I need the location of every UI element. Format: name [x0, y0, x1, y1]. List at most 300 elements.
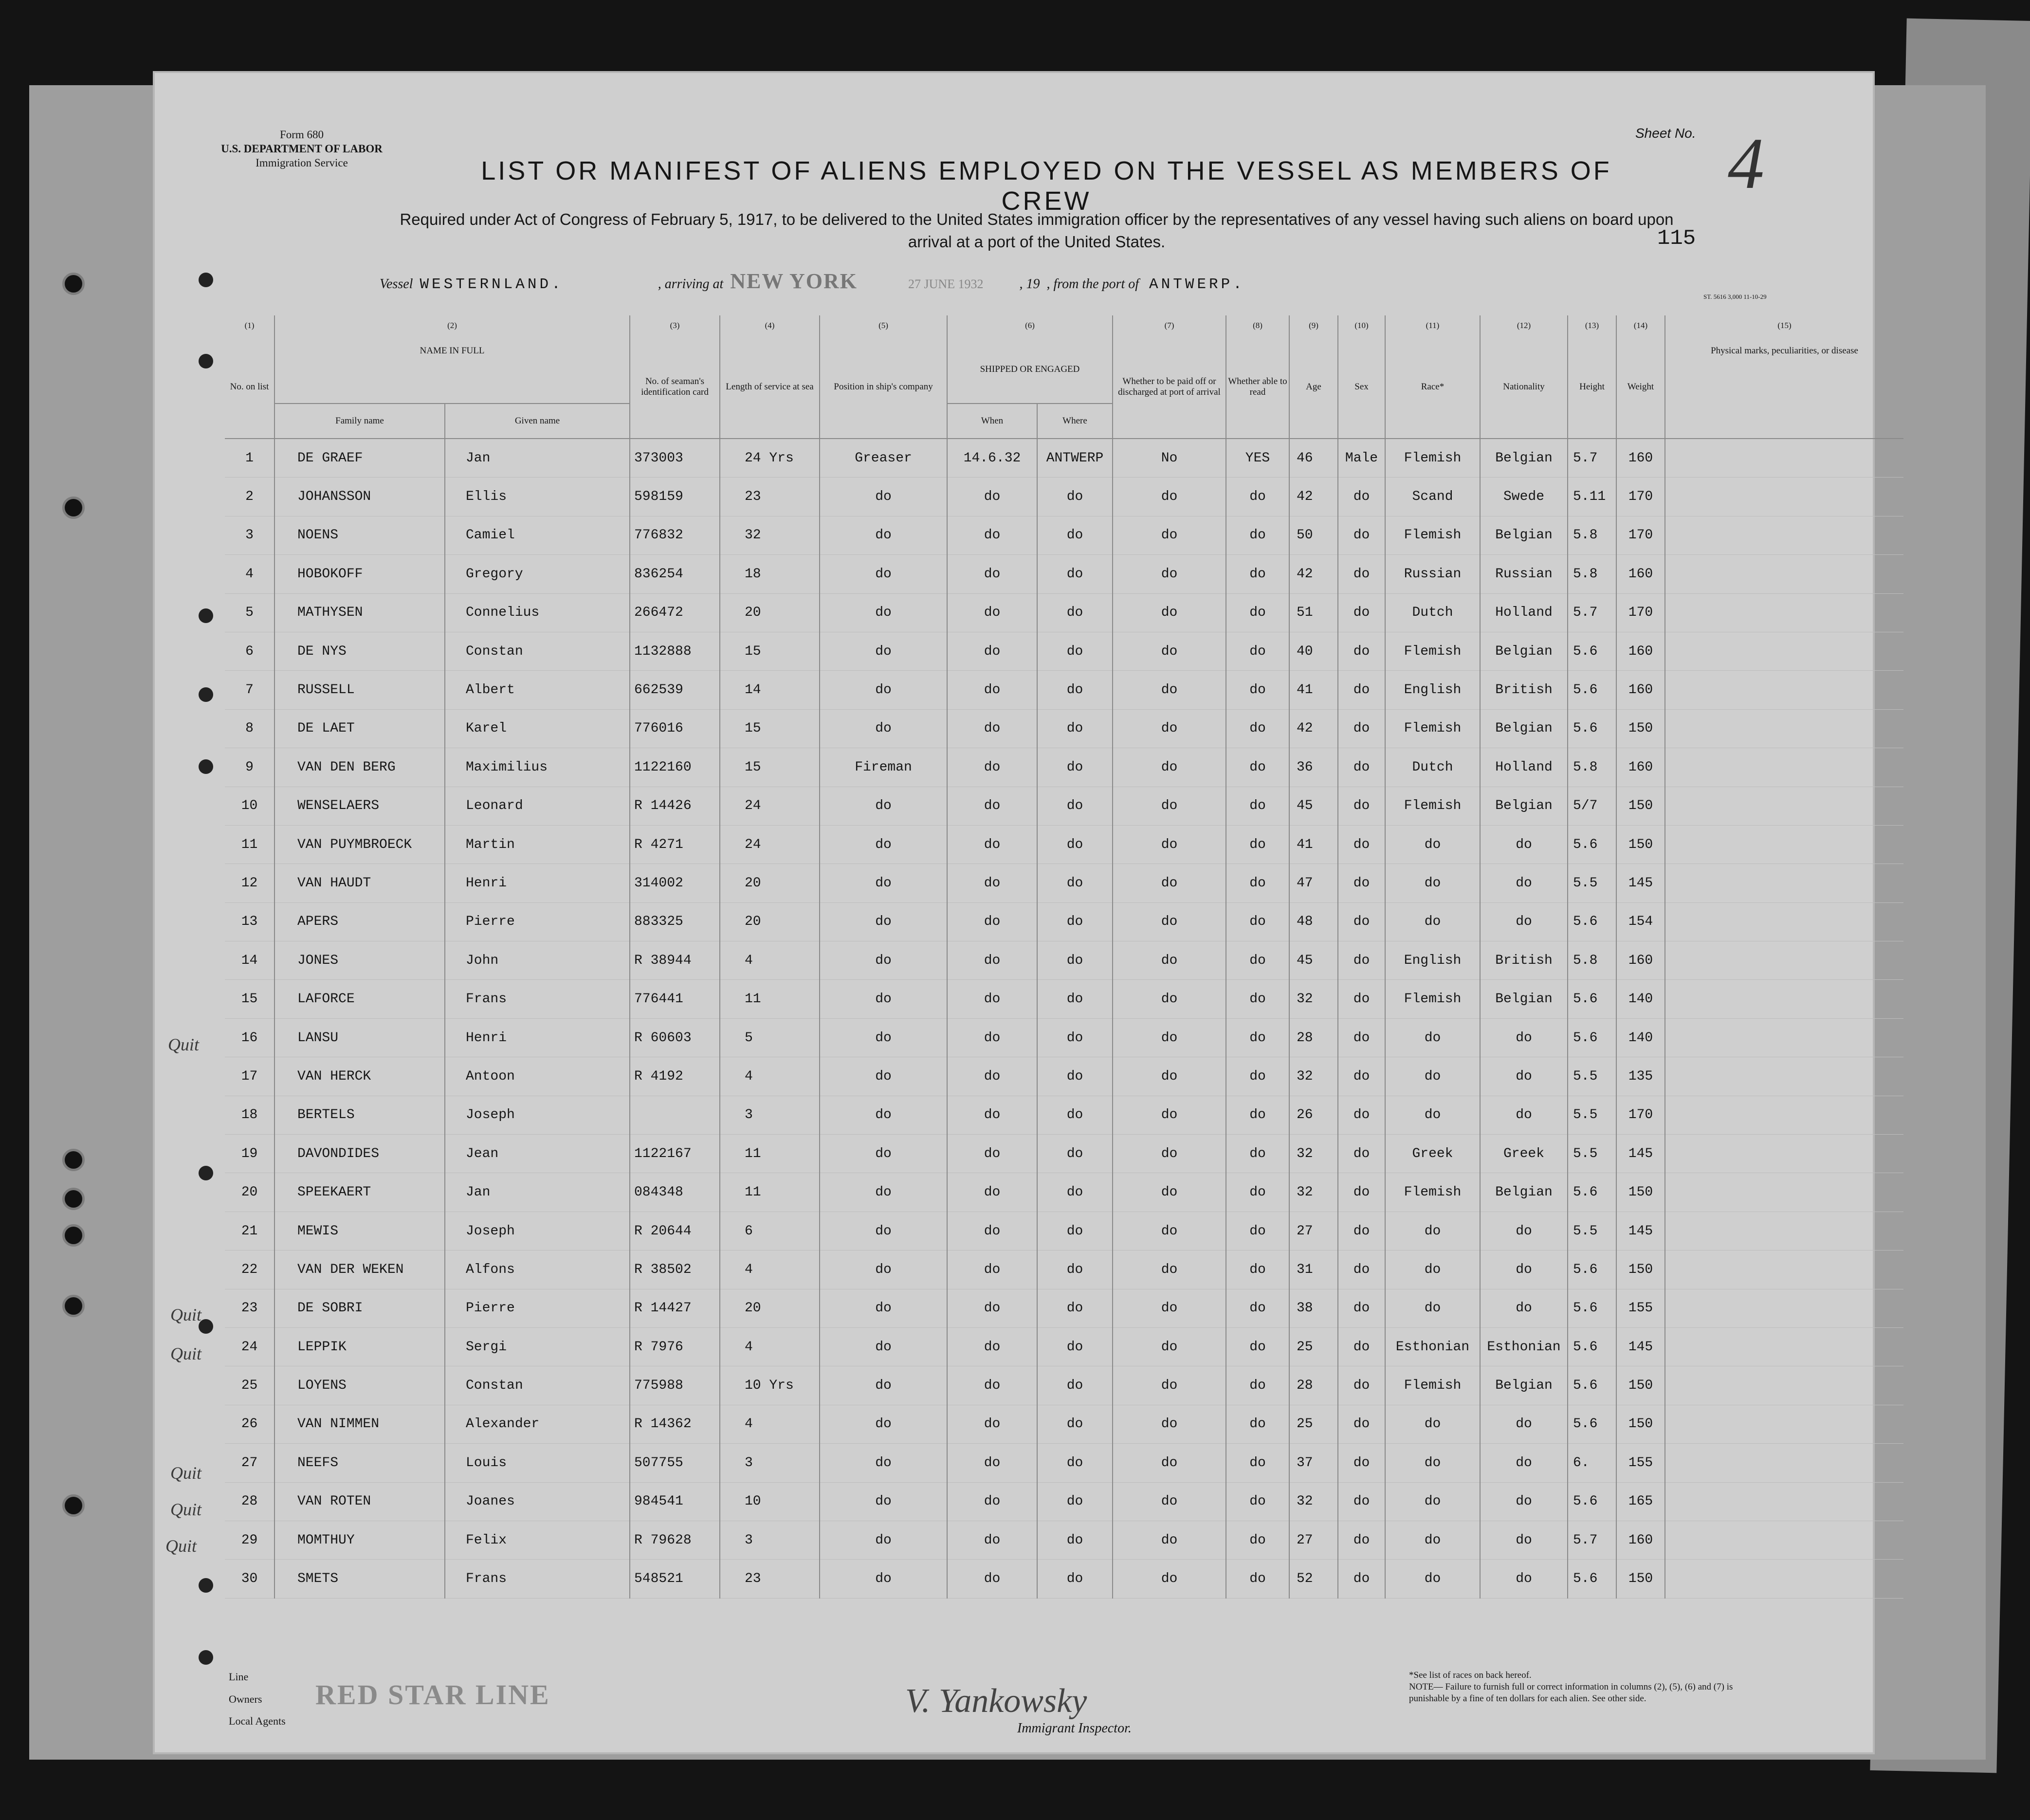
- cell-id: 836254: [630, 555, 720, 593]
- cell-physical: [1665, 1482, 1903, 1521]
- cell-margin: [155, 1250, 225, 1289]
- cell-when: do: [947, 1482, 1037, 1521]
- table-row: [155, 1173, 1903, 1212]
- cell-weight: 165: [1616, 1482, 1665, 1521]
- cell-read: do: [1226, 1560, 1289, 1598]
- date-stamp: 27 JUNE 1932: [908, 277, 984, 291]
- cell-sex: do: [1338, 748, 1385, 787]
- cell-family: LANSU: [274, 1018, 445, 1057]
- cell-nationality: Esthonian: [1480, 1327, 1568, 1366]
- cell-age: 36: [1289, 748, 1338, 787]
- cell-no: 13: [225, 902, 274, 941]
- cell-id: R 14362: [630, 1405, 720, 1443]
- cell-when: 14.6.32: [947, 439, 1037, 478]
- cell-given: Joseph: [445, 1212, 630, 1250]
- cell-sex: do: [1338, 1366, 1385, 1405]
- cell-id: R 14426: [630, 787, 720, 825]
- cell-position: do: [820, 709, 947, 748]
- subtitle-line-2: arrival at a port of the United States.: [908, 233, 1166, 251]
- col-no-on-list: No. on list: [225, 336, 274, 439]
- cell-sex: do: [1338, 555, 1385, 593]
- cell-age: 32: [1289, 1135, 1338, 1173]
- cell-age: 42: [1289, 555, 1338, 593]
- cell-given: Jean: [445, 1135, 630, 1173]
- cell-length: 3: [720, 1096, 820, 1134]
- cell-paid: do: [1113, 593, 1226, 632]
- cell-height: 5.6: [1568, 1250, 1616, 1289]
- cell-height: 5.5: [1568, 1135, 1616, 1173]
- cell-where: ANTWERP: [1037, 439, 1113, 478]
- cell-paid: do: [1113, 1018, 1226, 1057]
- cell-id: R 14427: [630, 1289, 720, 1327]
- cell-position: do: [820, 1405, 947, 1443]
- cell-margin: [155, 1212, 225, 1250]
- cell-length: 5: [720, 1018, 820, 1057]
- cell-height: 5.7: [1568, 1521, 1616, 1559]
- cell-race: Greek: [1385, 1135, 1480, 1173]
- cell-where: do: [1037, 1096, 1113, 1134]
- cell-id: R 7976: [630, 1327, 720, 1366]
- cell-read: do: [1226, 671, 1289, 709]
- punch-dot: [199, 273, 213, 287]
- cell-position: do: [820, 787, 947, 825]
- cell-id: R 38502: [630, 1250, 720, 1289]
- cell-margin: [155, 825, 225, 864]
- cell-no: 19: [225, 1135, 274, 1173]
- cell-sex: do: [1338, 709, 1385, 748]
- cell-given: John: [445, 941, 630, 980]
- binder-hole: [62, 1295, 85, 1317]
- table-row: [155, 1405, 1903, 1443]
- cell-physical: [1665, 864, 1903, 902]
- cell-given: Sergi: [445, 1327, 630, 1366]
- cell-physical: [1665, 787, 1903, 825]
- cell-paid: do: [1113, 1444, 1226, 1482]
- cell-height: 5.11: [1568, 478, 1616, 516]
- cell-paid: do: [1113, 1135, 1226, 1173]
- cell-physical: [1665, 439, 1903, 478]
- cell-age: 51: [1289, 593, 1338, 632]
- cell-family: WENSELAERS: [274, 787, 445, 825]
- cell-given: Martin: [445, 825, 630, 864]
- cell-sex: do: [1338, 478, 1385, 516]
- cell-age: 38: [1289, 1289, 1338, 1327]
- col-number: (10): [1338, 315, 1385, 336]
- cell-height: 5.6: [1568, 1405, 1616, 1443]
- cell-when: do: [947, 1521, 1037, 1559]
- cell-no: 1: [225, 439, 274, 478]
- binder-hole: [62, 1188, 85, 1210]
- cell-paid: do: [1113, 1521, 1226, 1559]
- cell-paid: do: [1113, 1057, 1226, 1096]
- cell-family: VAN PUYMBROECK: [274, 825, 445, 864]
- cell-position: do: [820, 1173, 947, 1212]
- margin-note: Quit: [168, 1035, 200, 1054]
- cell-physical: [1665, 941, 1903, 980]
- cell-height: 5.6: [1568, 1018, 1616, 1057]
- cell-where: do: [1037, 1560, 1113, 1598]
- cell-race: do: [1385, 1405, 1480, 1443]
- line-stamp: RED STAR LINE: [315, 1679, 550, 1710]
- cell-length: 3: [720, 1444, 820, 1482]
- cell-weight: 160: [1616, 439, 1665, 478]
- cell-nationality: Holland: [1480, 748, 1568, 787]
- col-number: (8): [1226, 315, 1289, 336]
- cell-position: do: [820, 1444, 947, 1482]
- cell-where: do: [1037, 709, 1113, 748]
- cell-read: do: [1226, 593, 1289, 632]
- col-number: (3): [630, 315, 720, 336]
- header-row: [155, 336, 1903, 404]
- table-row: [155, 902, 1903, 941]
- cell-paid: do: [1113, 709, 1226, 748]
- cell-age: 28: [1289, 1366, 1338, 1405]
- cell-position: do: [820, 1366, 947, 1405]
- cell-position: do: [820, 1289, 947, 1327]
- cell-sex: do: [1338, 1212, 1385, 1250]
- cell-no: 26: [225, 1405, 274, 1443]
- col-number: (5): [820, 315, 947, 336]
- cell-margin: [155, 1057, 225, 1096]
- cell-weight: 170: [1616, 1096, 1665, 1134]
- cell-length: 20: [720, 1289, 820, 1327]
- table-row: [155, 748, 1903, 787]
- cell-nationality: do: [1480, 1444, 1568, 1482]
- cell-no: 11: [225, 825, 274, 864]
- cell-paid: do: [1113, 748, 1226, 787]
- cell-read: do: [1226, 748, 1289, 787]
- cell-paid: do: [1113, 902, 1226, 941]
- cell-physical: [1665, 1405, 1903, 1443]
- cell-given: Camiel: [445, 516, 630, 554]
- cell-where: do: [1037, 864, 1113, 902]
- subtitle-line-1: Required under Act of Congress of February 5, 1917, to be delivered to the United States immigration officer by the representatives of any vessel having such aliens on board upon: [400, 210, 1674, 228]
- cell-weight: 170: [1616, 593, 1665, 632]
- sheet-number: 4: [1728, 123, 1764, 204]
- cell-where: do: [1037, 1135, 1113, 1173]
- col-number: (15): [1777, 321, 1792, 330]
- cell-physical: [1665, 478, 1903, 516]
- cell-race: do: [1385, 1018, 1480, 1057]
- cell-race: do: [1385, 825, 1480, 864]
- margin-note: Quit: [170, 1305, 202, 1324]
- cell-margin: [155, 941, 225, 980]
- col-number: (7): [1113, 315, 1226, 336]
- cell-nationality: do: [1480, 1018, 1568, 1057]
- col-shipped: SHIPPED OR ENGAGED: [947, 336, 1113, 404]
- cell-when: do: [947, 787, 1037, 825]
- cell-margin: [155, 1135, 225, 1173]
- cell-where: do: [1037, 1289, 1113, 1327]
- cell-margin: [155, 1096, 225, 1134]
- cell-length: 4: [720, 1057, 820, 1096]
- cell-read: do: [1226, 1212, 1289, 1250]
- cell-weight: 154: [1616, 902, 1665, 941]
- table-row: [155, 1212, 1903, 1250]
- cell-id: 373003: [630, 439, 720, 478]
- cell-no: 5: [225, 593, 274, 632]
- cell-sex: do: [1338, 1405, 1385, 1443]
- cell-read: do: [1226, 1444, 1289, 1482]
- col-length-service: Length of service at sea: [720, 336, 820, 439]
- cell-given: Constan: [445, 632, 630, 670]
- cell-physical: [1665, 1366, 1903, 1405]
- cell-age: 45: [1289, 787, 1338, 825]
- cell-height: 5.7: [1568, 593, 1616, 632]
- cell-height: 5.6: [1568, 1173, 1616, 1212]
- cell-where: do: [1037, 671, 1113, 709]
- cell-sex: do: [1338, 902, 1385, 941]
- cell-weight: 145: [1616, 864, 1665, 902]
- cell-no: 18: [225, 1096, 274, 1134]
- cell-height: 6.: [1568, 1444, 1616, 1482]
- cell-no: 30: [225, 1560, 274, 1598]
- col-number: (9): [1289, 315, 1338, 336]
- cell-nationality: do: [1480, 1521, 1568, 1559]
- col-weight: Weight: [1616, 336, 1665, 439]
- cell-weight: 150: [1616, 1560, 1665, 1598]
- col-nationality: Nationality: [1480, 336, 1568, 439]
- cell-sex: do: [1338, 941, 1385, 980]
- cell-physical: [1665, 825, 1903, 864]
- cell-family: SPEEKAERT: [274, 1173, 445, 1212]
- cell-no: 23: [225, 1289, 274, 1327]
- cell-race: Flemish: [1385, 709, 1480, 748]
- cell-paid: do: [1113, 1482, 1226, 1521]
- cell-race: do: [1385, 1521, 1480, 1559]
- cell-id: 776832: [630, 516, 720, 554]
- line-label: Line: [229, 1671, 249, 1683]
- cell-race: Russian: [1385, 555, 1480, 593]
- cell-position: do: [820, 1057, 947, 1096]
- aliens-count: 115: [1657, 226, 1696, 251]
- cell-id: [630, 1096, 720, 1134]
- cell-read: do: [1226, 478, 1289, 516]
- cell-family: BERTELS: [274, 1096, 445, 1134]
- cell-physical: [1665, 555, 1903, 593]
- cell-id: 314002: [630, 864, 720, 902]
- cell-given: Jan: [445, 1173, 630, 1212]
- cell-no: 17: [225, 1057, 274, 1096]
- col-number: (1): [225, 315, 274, 336]
- cell-given: Antoon: [445, 1057, 630, 1096]
- cell-physical: [1665, 1560, 1903, 1598]
- cell-family: VAN ROTEN: [274, 1482, 445, 1521]
- cell-where: do: [1037, 1405, 1113, 1443]
- cell-sex: do: [1338, 787, 1385, 825]
- cell-sex: do: [1338, 1057, 1385, 1096]
- margin-note: Quit: [170, 1344, 202, 1363]
- cell-family: LOYENS: [274, 1366, 445, 1405]
- cell-when: do: [947, 632, 1037, 670]
- cell-weight: 150: [1616, 1173, 1665, 1212]
- cell-length: 15: [720, 632, 820, 670]
- cell-margin: [155, 980, 225, 1018]
- cell-paid: do: [1113, 980, 1226, 1018]
- cell-sex: do: [1338, 671, 1385, 709]
- cell-id: 084348: [630, 1173, 720, 1212]
- cell-read: do: [1226, 980, 1289, 1018]
- cell-nationality: British: [1480, 671, 1568, 709]
- binder-hole: [62, 496, 85, 519]
- table-row: [155, 1366, 1903, 1405]
- cell-height: 5.5: [1568, 864, 1616, 902]
- department-name: U.S. DEPARTMENT OF LABOR: [221, 143, 383, 155]
- cell-sex: do: [1338, 864, 1385, 902]
- cell-physical: [1665, 1521, 1903, 1559]
- cell-age: 48: [1289, 902, 1338, 941]
- cell-length: 24 Yrs: [720, 439, 820, 478]
- cell-race: Flemish: [1385, 632, 1480, 670]
- cell-when: do: [947, 516, 1037, 554]
- table-row: [155, 632, 1903, 670]
- cell-sex: do: [1338, 1250, 1385, 1289]
- table-row: [155, 1057, 1903, 1096]
- cell-sex: do: [1338, 1482, 1385, 1521]
- cell-when: do: [947, 1057, 1037, 1096]
- cell-paid: do: [1113, 632, 1226, 670]
- cell-family: NEEFS: [274, 1444, 445, 1482]
- cell-sex: Male: [1338, 439, 1385, 478]
- cell-family: VAN DEN BERG: [274, 748, 445, 787]
- cell-sex: do: [1338, 516, 1385, 554]
- cell-read: do: [1226, 1250, 1289, 1289]
- col-paid-off: Whether to be paid off or discharged at port of arrival: [1113, 336, 1226, 439]
- cell-weight: 160: [1616, 671, 1665, 709]
- cell-paid: do: [1113, 1212, 1226, 1250]
- cell-when: do: [947, 980, 1037, 1018]
- cell-id: 1122160: [630, 748, 720, 787]
- cell-given: Leonard: [445, 787, 630, 825]
- col-number: (6): [947, 315, 1113, 336]
- cell-when: do: [947, 1444, 1037, 1482]
- cell-race: English: [1385, 671, 1480, 709]
- cell-family: DE GRAEF: [274, 439, 445, 478]
- cell-id: R 20644: [630, 1212, 720, 1250]
- cell-physical: [1665, 902, 1903, 941]
- cell-no: 14: [225, 941, 274, 980]
- binder-hole: [62, 273, 85, 295]
- cell-when: do: [947, 1405, 1037, 1443]
- cell-when: do: [947, 825, 1037, 864]
- cell-length: 20: [720, 902, 820, 941]
- col-sex: Sex: [1338, 336, 1385, 439]
- cell-nationality: Belgian: [1480, 1366, 1568, 1405]
- cell-race: Flemish: [1385, 516, 1480, 554]
- cell-read: do: [1226, 632, 1289, 670]
- cell-when: do: [947, 671, 1037, 709]
- cell-paid: do: [1113, 1560, 1226, 1598]
- cell-age: 41: [1289, 825, 1338, 864]
- cell-read: do: [1226, 1289, 1289, 1327]
- cell-height: 5.7: [1568, 439, 1616, 478]
- cell-height: 5.5: [1568, 1212, 1616, 1250]
- cell-position: do: [820, 1096, 947, 1134]
- cell-height: 5.8: [1568, 555, 1616, 593]
- cell-paid: do: [1113, 516, 1226, 554]
- cell-physical: [1665, 516, 1903, 554]
- cell-no: 4: [225, 555, 274, 593]
- cell-position: do: [820, 1482, 947, 1521]
- cell-nationality: do: [1480, 864, 1568, 902]
- cell-paid: do: [1113, 825, 1226, 864]
- cell-given: Constan: [445, 1366, 630, 1405]
- cell-weight: 160: [1616, 941, 1665, 980]
- cell-where: do: [1037, 555, 1113, 593]
- cell-race: do: [1385, 1482, 1480, 1521]
- cell-race: do: [1385, 902, 1480, 941]
- cell-id: 598159: [630, 478, 720, 516]
- cell-when: do: [947, 1366, 1037, 1405]
- table-row: [155, 787, 1903, 825]
- cell-weight: 140: [1616, 980, 1665, 1018]
- cell-margin: [155, 555, 225, 593]
- year-suffix: , 19: [1019, 276, 1040, 292]
- cell-length: 10: [720, 1482, 820, 1521]
- cell-read: do: [1226, 1521, 1289, 1559]
- cell-weight: 170: [1616, 478, 1665, 516]
- cell-read: do: [1226, 709, 1289, 748]
- inspector-signature: V. Yankowsky: [905, 1682, 1087, 1720]
- cell-length: 32: [720, 516, 820, 554]
- cell-height: 5.6: [1568, 671, 1616, 709]
- cell-family: JONES: [274, 941, 445, 980]
- cell-paid: do: [1113, 671, 1226, 709]
- cell-paid: do: [1113, 478, 1226, 516]
- cell-physical: [1665, 1212, 1903, 1250]
- cell-margin: [155, 1405, 225, 1443]
- cell-read: do: [1226, 1173, 1289, 1212]
- cell-where: do: [1037, 980, 1113, 1018]
- cell-read: do: [1226, 787, 1289, 825]
- table-row: [155, 555, 1903, 593]
- cell-margin: [155, 1366, 225, 1405]
- cell-sex: do: [1338, 632, 1385, 670]
- cell-when: do: [947, 1096, 1037, 1134]
- cell-read: do: [1226, 1405, 1289, 1443]
- cell-where: do: [1037, 941, 1113, 980]
- cell-nationality: do: [1480, 1096, 1568, 1134]
- cell-height: 5.8: [1568, 941, 1616, 980]
- cell-no: 10: [225, 787, 274, 825]
- col-number: (4): [720, 315, 820, 336]
- cell-given: Louis: [445, 1444, 630, 1482]
- table-row: [155, 1560, 1903, 1598]
- cell-nationality: Belgian: [1480, 439, 1568, 478]
- col-position: Position in ship's company: [820, 336, 947, 439]
- crew-manifest-table: [155, 315, 1903, 1599]
- cell-paid: do: [1113, 1327, 1226, 1366]
- cell-no: 20: [225, 1173, 274, 1212]
- cell-sex: do: [1338, 1444, 1385, 1482]
- cell-where: do: [1037, 1173, 1113, 1212]
- cell-nationality: Belgian: [1480, 632, 1568, 670]
- col-where: Where: [1037, 404, 1113, 439]
- cell-physical: [1665, 1096, 1903, 1134]
- cell-race: Flemish: [1385, 439, 1480, 478]
- table-row: [155, 1250, 1903, 1289]
- cell-position: Fireman: [820, 748, 947, 787]
- table-row: [155, 516, 1903, 554]
- col-height: Height: [1568, 336, 1616, 439]
- cell-read: do: [1226, 1096, 1289, 1134]
- cell-weight: 155: [1616, 1289, 1665, 1327]
- cell-race: Flemish: [1385, 787, 1480, 825]
- cell-family: VAN HAUDT: [274, 864, 445, 902]
- cell-no: 15: [225, 980, 274, 1018]
- cell-family: APERS: [274, 902, 445, 941]
- cell-margin: [155, 787, 225, 825]
